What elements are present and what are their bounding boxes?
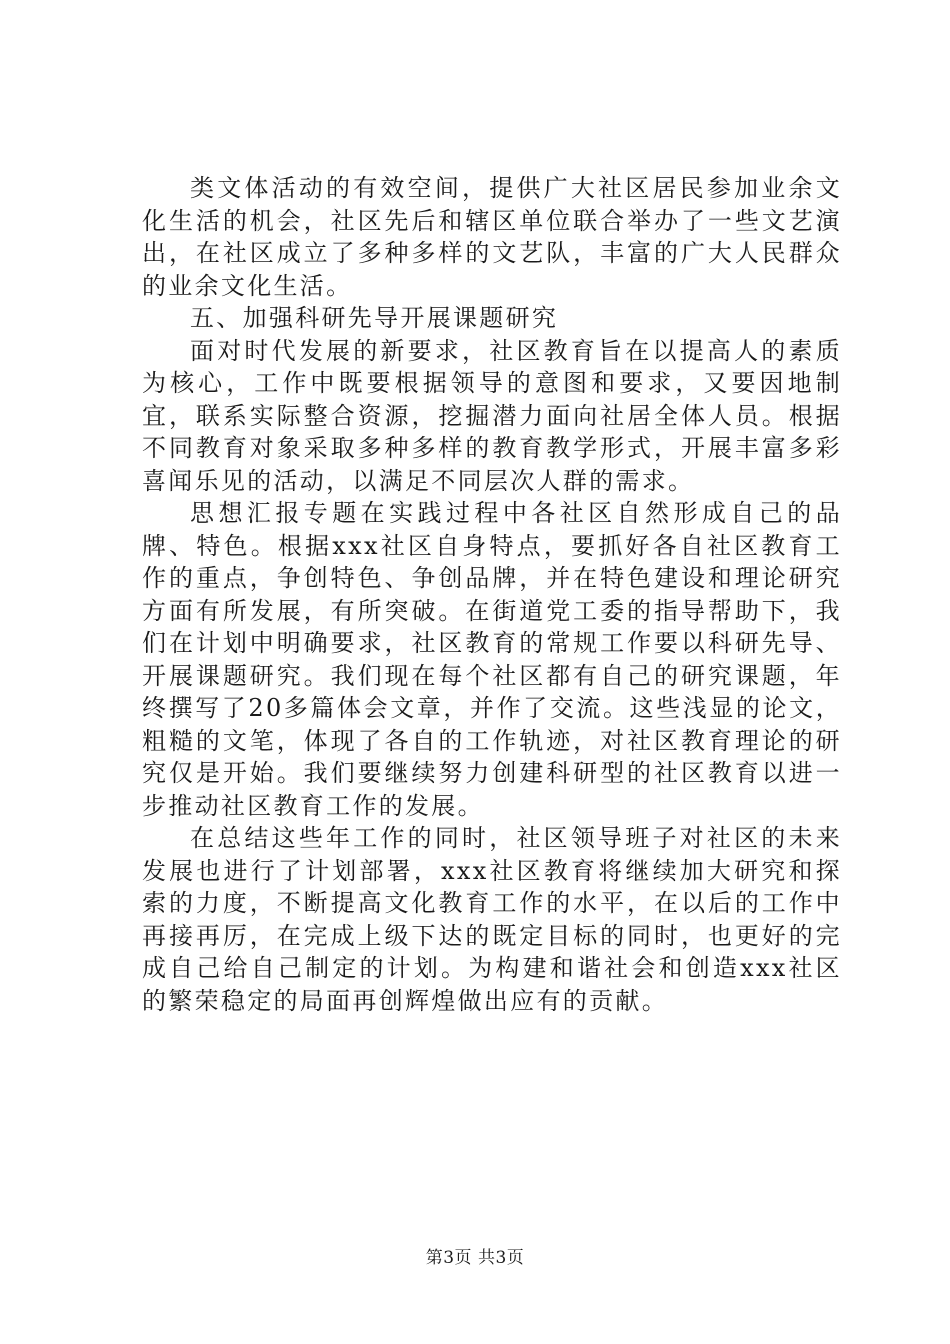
page-number-footer: 第3页 共3页 bbox=[425, 1248, 525, 1268]
paragraph-summary-plan: 在总结这些年工作的同时，社区领导班子对社区的未来发展也进行了计划部署，xxx社区教育将继续加大研究和探索的力度，不断提高文化教育工作的水平，在以后的工作中再接再厉，在完成上级下达的既定目标的同时，也更好的完成自己给自己制定的计划。为构建和谐社会和创造xxx社区的繁荣稳定的局面再创辉煌做出应有的贡献。 bbox=[142, 824, 842, 1015]
document-body bbox=[142, 172, 842, 1017]
section-heading-research: 五、加强科研先导开展课题研究 bbox=[190, 304, 559, 332]
paragraph-cultural-activities: 类文体活动的有效空间，提供广大社区居民参加业余文化生活的机会，社区先后和辖区单位联合举办了一些文艺演出，在社区成立了多种多样的文艺队，丰富的广大人民群众的业余文化生活。 bbox=[142, 174, 842, 300]
paragraph-brand-features: 思想汇报专题在实践过程中各社区自然形成自己的品牌、特色。根据xxx社区自身特点，要抓好各自社区教育工作的重点，争创特色、争创品牌，并在特色建设和理论研究方面有所发展，有所突破。在街道党工委的指导帮助下，我们在计划中明确要求，社区教育的常规工作要以科研先导、开展课题研究。我们现在每个社区都有自己的研究课题，年终撰写了20多篇体会文章，并作了交流。这些浅显的论文，粗糙的文笔，体现了各自的工作轨迹，对社区教育理论的研究仅是开始。我们要继续努力创建科研型的社区教育以进一步推动社区教育工作的发展。 bbox=[142, 499, 842, 820]
paragraph-new-requirements: 面对时代发展的新要求，社区教育旨在以提高人的素质为核心，工作中既要根据领导的意图和要求，又要因地制宜，联系实际整合资源，挖掘潜力面向社居全体人员。根据不同教育对象采取多种多样的教育教学形式，开展丰富多彩喜闻乐见的活动，以满足不同层次人群的需求。 bbox=[142, 336, 842, 495]
